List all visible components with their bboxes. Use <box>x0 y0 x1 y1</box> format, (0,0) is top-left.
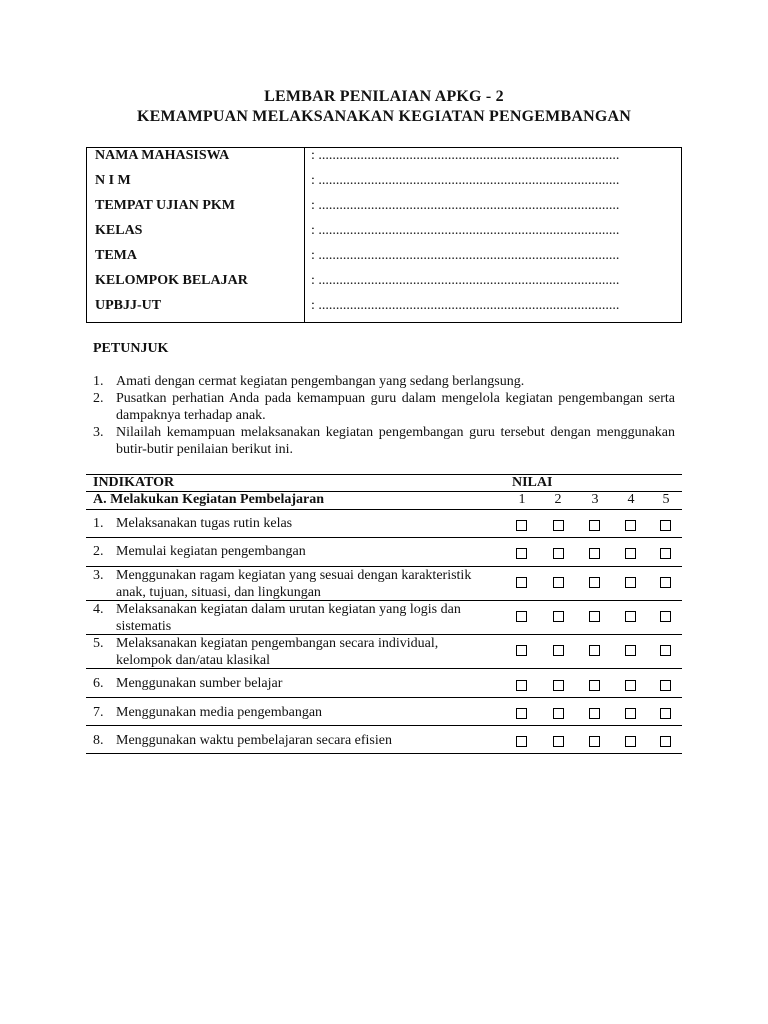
identity-value[interactable]: : ...................................................................................... <box>311 198 620 213</box>
indicator-header: INDIKATOR <box>93 475 175 490</box>
item-text: Memulai kegiatan pengembangan <box>116 544 306 559</box>
identity-row <box>87 298 681 318</box>
identity-label: TEMA <box>95 248 137 263</box>
score-checkbox[interactable] <box>660 736 671 747</box>
identity-row <box>87 198 681 218</box>
item-number: 3. <box>93 568 104 583</box>
instruction-text: Nilailah kemampuan melaksanakan kegiatan pengembangan guru tersebut dengan menggunakan butir-butir penilaian berikut ini. <box>116 425 675 457</box>
identity-value[interactable]: : ...................................................................................... <box>311 173 620 188</box>
identity-row <box>87 173 681 193</box>
row-rule <box>86 668 682 669</box>
score-checkbox[interactable] <box>553 548 564 559</box>
score-checkbox[interactable] <box>553 520 564 531</box>
score-checkbox[interactable] <box>625 736 636 747</box>
score-checkbox[interactable] <box>589 520 600 531</box>
item-number: 5. <box>93 636 104 651</box>
row-rule <box>86 697 682 698</box>
form-title: LEMBAR PENILAIAN APKG - 2 <box>264 88 504 105</box>
score-checkbox[interactable] <box>660 645 671 656</box>
item-number: 7. <box>93 705 104 720</box>
instruction-text: Pusatkan perhatian Anda pada kemampuan guru dalam mengelola kegiatan pengembangan serta dampaknya terhadap anak. <box>116 391 675 423</box>
table-row <box>93 732 483 749</box>
score-checkbox[interactable] <box>516 577 527 588</box>
score-checkbox[interactable] <box>660 708 671 719</box>
score-checkbox[interactable] <box>625 611 636 622</box>
instruction-number: 1. <box>93 374 104 389</box>
score-checkbox[interactable] <box>516 645 527 656</box>
score-checkbox[interactable] <box>625 680 636 691</box>
row-rule <box>86 725 682 726</box>
table-section-rule <box>86 509 682 510</box>
item-text: Melaksanakan tugas rutin kelas <box>116 516 293 531</box>
table-row <box>93 515 483 532</box>
score-checkbox[interactable] <box>589 611 600 622</box>
identity-value[interactable]: : ...................................................................................... <box>311 248 620 263</box>
score-checkbox[interactable] <box>516 708 527 719</box>
score-checkbox[interactable] <box>660 548 671 559</box>
item-number: 1. <box>93 516 104 531</box>
item-text: Melaksanakan kegiatan dalam urutan kegiatan yang logis dan sistematis <box>116 602 461 634</box>
score-checkbox[interactable] <box>553 611 564 622</box>
score-column-label: 5 <box>662 492 670 507</box>
table-row <box>93 675 483 692</box>
score-checkbox[interactable] <box>625 708 636 719</box>
identity-value[interactable]: : ...................................................................................... <box>311 223 620 238</box>
score-checkbox[interactable] <box>625 548 636 559</box>
table-row <box>93 601 483 635</box>
score-checkbox[interactable] <box>660 520 671 531</box>
identity-label: KELAS <box>95 223 143 238</box>
score-checkbox[interactable] <box>516 736 527 747</box>
score-column-label: 4 <box>627 492 635 507</box>
score-checkbox[interactable] <box>516 520 527 531</box>
score-checkbox[interactable] <box>589 577 600 588</box>
score-checkbox[interactable] <box>589 548 600 559</box>
score-column-label: 2 <box>554 492 562 507</box>
instructions-heading: PETUNJUK <box>93 341 169 356</box>
identity-value[interactable]: : ...................................................................................... <box>311 298 620 313</box>
instruction-number: 3. <box>93 425 104 440</box>
identity-value[interactable]: : ...................................................................................... <box>311 273 620 288</box>
form-subtitle: KEMAMPUAN MELAKSANAKAN KEGIATAN PENGEMBANGAN <box>137 108 631 125</box>
item-text: Menggunakan ragam kegiatan yang sesuai dengan karakteristik anak, tujuan, situasi, dan lingkungan <box>116 568 472 600</box>
score-checkbox[interactable] <box>625 577 636 588</box>
score-checkbox[interactable] <box>660 680 671 691</box>
instruction-item <box>93 390 675 424</box>
score-checkbox[interactable] <box>553 736 564 747</box>
identity-label: NAMA MAHASISWA <box>95 148 230 163</box>
item-text: Menggunakan media pengembangan <box>116 705 323 720</box>
item-number: 8. <box>93 733 104 748</box>
score-checkbox[interactable] <box>660 611 671 622</box>
table-top-rule <box>86 474 682 475</box>
identity-label: N I M <box>95 173 131 188</box>
score-checkbox[interactable] <box>516 680 527 691</box>
score-checkbox[interactable] <box>589 645 600 656</box>
score-checkbox[interactable] <box>589 736 600 747</box>
table-row <box>93 635 483 669</box>
item-text: Menggunakan waktu pembelajaran secara efisien <box>116 733 392 748</box>
item-text: Melaksanakan kegiatan pengembangan secara individual, kelompok dan/atau klasikal <box>116 636 439 668</box>
score-checkbox[interactable] <box>553 680 564 691</box>
score-checkbox[interactable] <box>589 680 600 691</box>
identity-box <box>86 147 682 323</box>
score-checkbox[interactable] <box>553 577 564 588</box>
score-column-label: 1 <box>518 492 526 507</box>
identity-row <box>87 273 681 293</box>
identity-value[interactable]: : ...................................................................................... <box>311 148 620 163</box>
score-checkbox[interactable] <box>516 548 527 559</box>
identity-row <box>87 248 681 268</box>
score-checkbox[interactable] <box>553 708 564 719</box>
identity-label: TEMPAT UJIAN PKM <box>95 198 235 213</box>
score-column-label: 3 <box>591 492 599 507</box>
score-header: NILAI <box>512 475 553 490</box>
instruction-item <box>93 424 675 458</box>
score-checkbox[interactable] <box>660 577 671 588</box>
instruction-text: Amati dengan cermat kegiatan pengembangan yang sedang berlangsung. <box>116 374 525 389</box>
item-text: Menggunakan sumber belajar <box>116 676 283 691</box>
score-checkbox[interactable] <box>625 520 636 531</box>
identity-label: UPBJJ-UT <box>95 298 162 313</box>
instruction-number: 2. <box>93 391 104 406</box>
score-checkbox[interactable] <box>589 708 600 719</box>
identity-row <box>87 223 681 243</box>
item-number: 4. <box>93 602 104 617</box>
table-row <box>93 567 483 601</box>
table-bottom-rule <box>86 753 682 754</box>
score-checkbox[interactable] <box>625 645 636 656</box>
table-row <box>93 704 483 721</box>
score-checkbox[interactable] <box>516 611 527 622</box>
table-row <box>93 543 483 560</box>
item-number: 2. <box>93 544 104 559</box>
item-number: 6. <box>93 676 104 691</box>
identity-label: KELOMPOK BELAJAR <box>95 273 248 288</box>
instruction-item <box>93 373 675 390</box>
section-label: A. Melakukan Kegiatan Pembelajaran <box>93 492 324 507</box>
score-checkbox[interactable] <box>553 645 564 656</box>
identity-row <box>87 148 681 168</box>
row-rule <box>86 537 682 538</box>
